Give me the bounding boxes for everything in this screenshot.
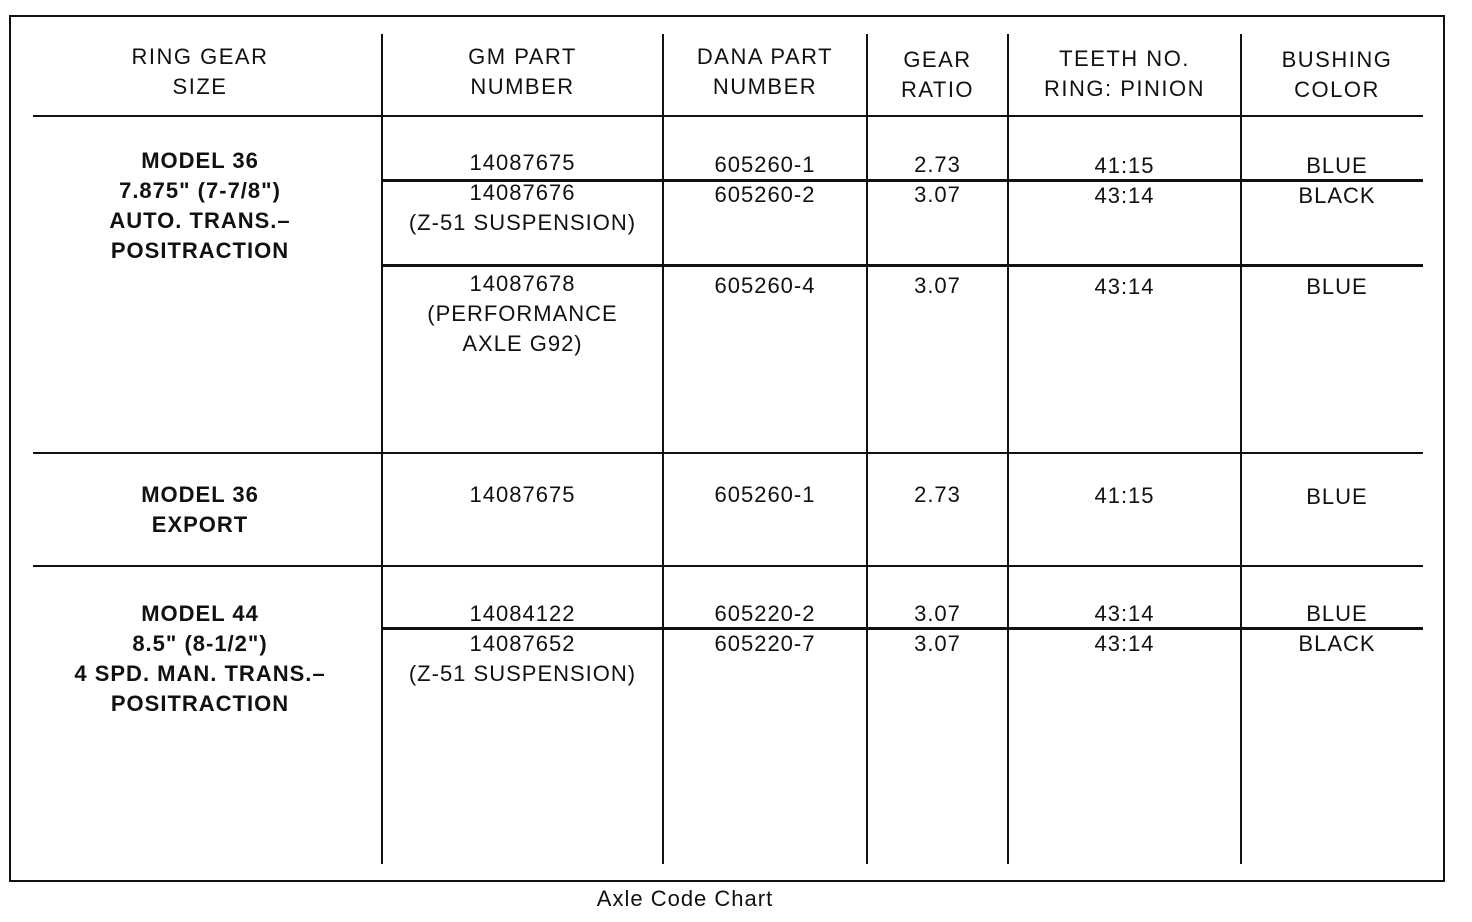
gm-part-cell: 14087678 (PERFORMANCE AXLE G92) — [427, 271, 618, 356]
gear-ratio-cell: 2.73 — [914, 152, 961, 177]
gear-ratio-cell: 3.07 — [914, 273, 961, 298]
gm-part-cell: 14087652 (Z-51 SUSPENSION) — [408, 631, 637, 686]
chart-caption: Axle Code Chart — [596, 886, 774, 911]
header-gm-part-number: GM PART NUMBER — [468, 44, 577, 99]
teeth-cell: 43:14 — [1094, 631, 1155, 656]
group-label-model36-auto: MODEL 36 7.875" (7-7/8") AUTO. TRANS.– POSITRACTION — [109, 148, 291, 263]
gm-part-cell: 14087676 (Z-51 SUSPENSION) — [408, 180, 637, 235]
dana-part-cell: 605260-1 — [714, 152, 816, 177]
dana-part-cell: 605220-2 — [714, 601, 816, 626]
bushing-color-cell: BLACK — [1298, 183, 1376, 208]
bushing-color-cell: BLACK — [1298, 631, 1376, 656]
teeth-cell: 43:14 — [1094, 183, 1155, 208]
dana-part-cell: 605220-7 — [714, 631, 816, 656]
gear-ratio-cell: 3.07 — [914, 182, 961, 207]
bushing-color-cell: BLUE — [1306, 601, 1368, 626]
gear-ratio-cell: 3.07 — [914, 601, 961, 626]
teeth-cell: 41:15 — [1094, 153, 1155, 178]
dana-part-cell: 605260-1 — [714, 482, 816, 507]
header-dana-part-number: DANA PART NUMBER — [696, 44, 834, 99]
dana-part-cell: 605260-4 — [714, 273, 816, 298]
dana-part-cell: 605260-2 — [714, 182, 816, 207]
gear-ratio-cell: 2.73 — [914, 482, 961, 507]
gear-ratio-cell: 3.07 — [914, 631, 961, 656]
group-label-model44: MODEL 44 8.5" (8-1/2") 4 SPD. MAN. TRANS.– POSITRACTION — [74, 601, 326, 716]
bushing-color-cell: BLUE — [1306, 484, 1368, 509]
bushing-color-cell: BLUE — [1306, 153, 1368, 178]
header-ring-gear-size: RING GEAR SIZE — [131, 44, 269, 99]
group-divider-1 — [33, 452, 1423, 454]
group-label-model36-export: MODEL 36 EXPORT — [141, 482, 259, 537]
header-teeth-no: TEETH NO. RING: PINION — [1043, 46, 1205, 101]
teeth-cell: 43:14 — [1094, 274, 1155, 299]
gm-part-cell: 14087675 — [469, 150, 576, 175]
row-divider-2 — [381, 264, 1423, 267]
header-gear-ratio: GEAR RATIO — [900, 47, 975, 102]
gm-part-cell: 14087675 — [469, 482, 576, 507]
bushing-color-cell: BLUE — [1306, 274, 1368, 299]
gm-part-cell: 14084122 — [469, 601, 576, 626]
teeth-cell: 43:14 — [1094, 601, 1155, 626]
teeth-cell: 41:15 — [1094, 483, 1155, 508]
header-rule — [33, 115, 1423, 117]
header-bushing-color: BUSHING COLOR — [1281, 47, 1393, 102]
group-divider-2 — [33, 565, 1423, 567]
